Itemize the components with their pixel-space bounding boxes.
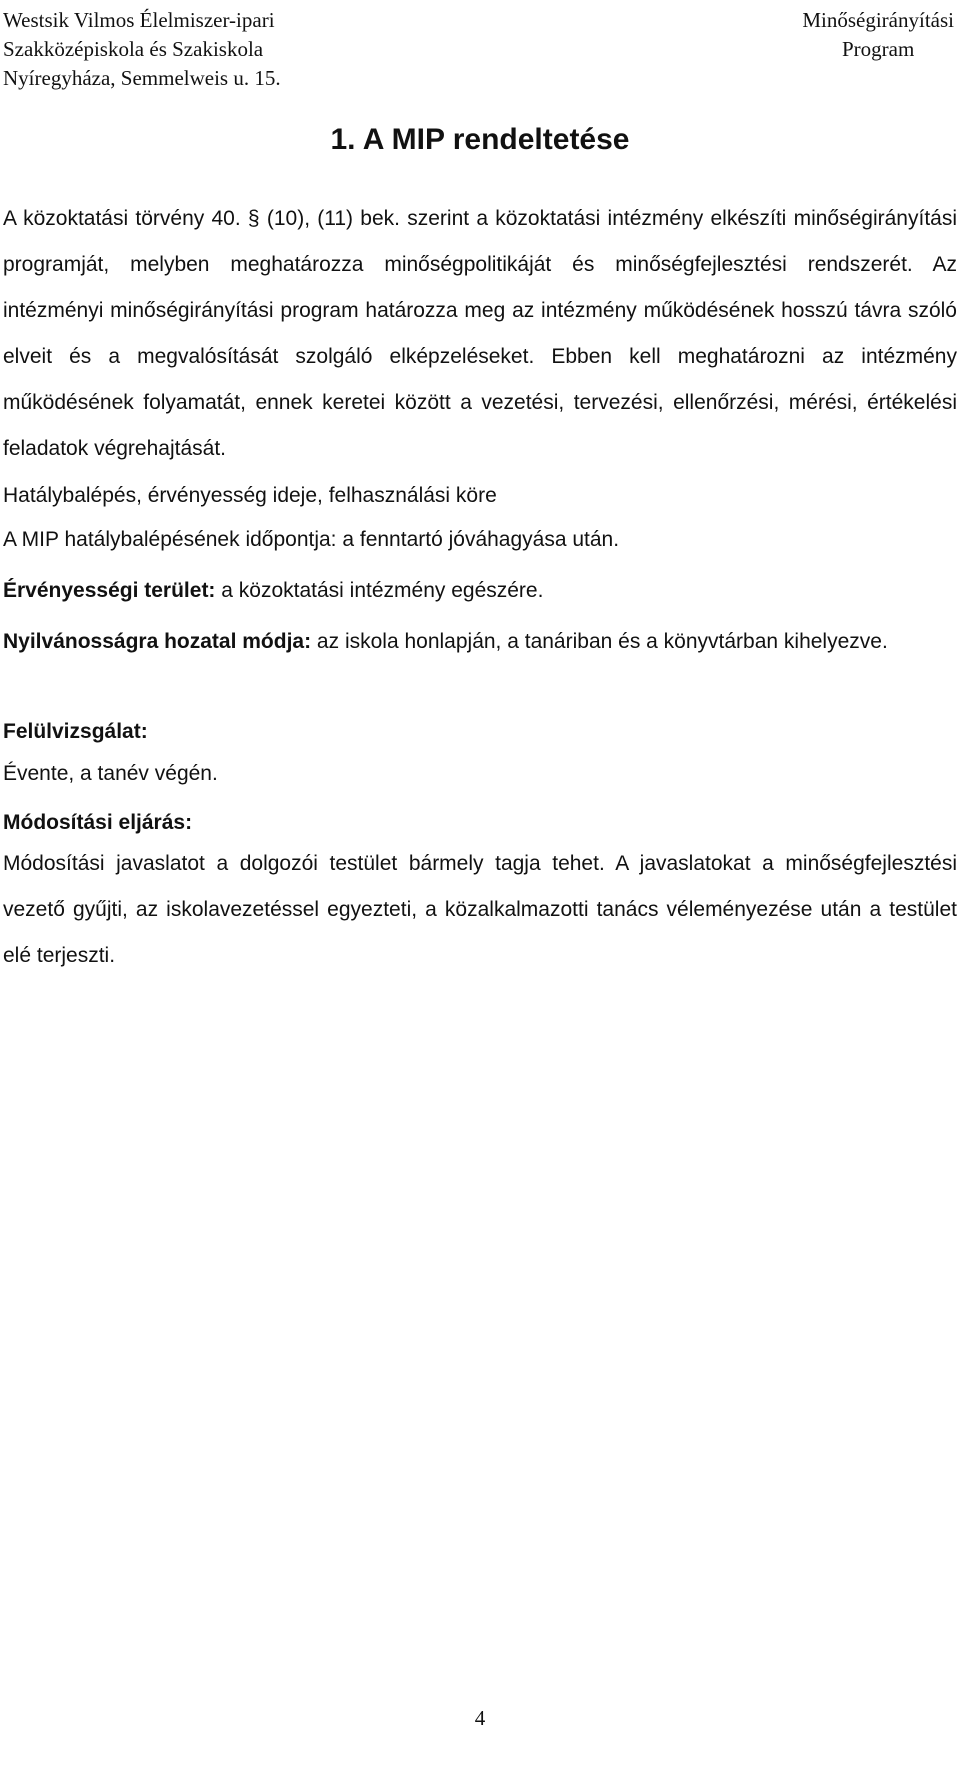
section-title: 1. A MIP rendeltetése [330, 123, 630, 156]
intro-paragraph: A közoktatási törvény 40. § (10), (11) bek. szerint a közoktatási intézmény elkészíti minőségirányítási programját, melyben meghatározza minőségpolitikáját és minőségfejlesztési rendszerét. Az intézményi minőségirányítási program határozza meg az intézmény működésének hosszú távra szóló elveit és a megvalósítását szolgáló elképzeléseket. Ebben kell meghatározni az intézmény működésének folyamatát, ennek keretei között a vezetési, tervezési, ellenőrzési, mérési, értékelési feladatok végrehajtását. [3, 207, 957, 460]
publication-paragraph [3, 619, 957, 665]
validity-heading: Hatálybalépés, érvényesség ideje, felhasználási köre [3, 484, 497, 507]
document-type-line-1: Minőségirányítási [802, 8, 954, 32]
school-info [3, 6, 281, 93]
effective-date: A MIP hatálybalépésének időpontja: a fenntartó jóváhagyása után. [3, 528, 620, 551]
modification-label: Módosítási eljárás: [3, 811, 193, 834]
review-text: Évente, a tanév végén. [3, 762, 218, 785]
scope-label: Érvényességi terület: [3, 579, 216, 602]
school-name-line-1: Westsik Vilmos Élelmiszer-ipari [3, 8, 275, 32]
page-number: 4 [474, 1706, 486, 1730]
document-type-line-2: Program [842, 37, 915, 61]
document-type [802, 6, 954, 64]
review-label: Felülvizsgálat: [3, 720, 148, 743]
modification-text: Módosítási javaslatot a dolgozói testület bármely tagja tehet. A javaslatokat a minőségfejlesztési vezető gyűjti, az iskolavezetéssel egyezteti, a közalkalmazotti tanács véleményezése után a testület elé terjeszti. [3, 852, 957, 967]
scope-text: a közoktatási intézmény egészére. [215, 579, 544, 602]
publication-text: az iskola honlapján, a tanáriban és a könyvtárban kihelyezve. [311, 630, 888, 653]
publication-label: Nyilvánosságra hozatal módja: [3, 630, 312, 653]
scope-line [3, 575, 957, 607]
school-name-line-2: Szakközépiskola és Szakiskola [3, 37, 264, 61]
school-address: Nyíregyháza, Semmelweis u. 15. [3, 66, 281, 90]
